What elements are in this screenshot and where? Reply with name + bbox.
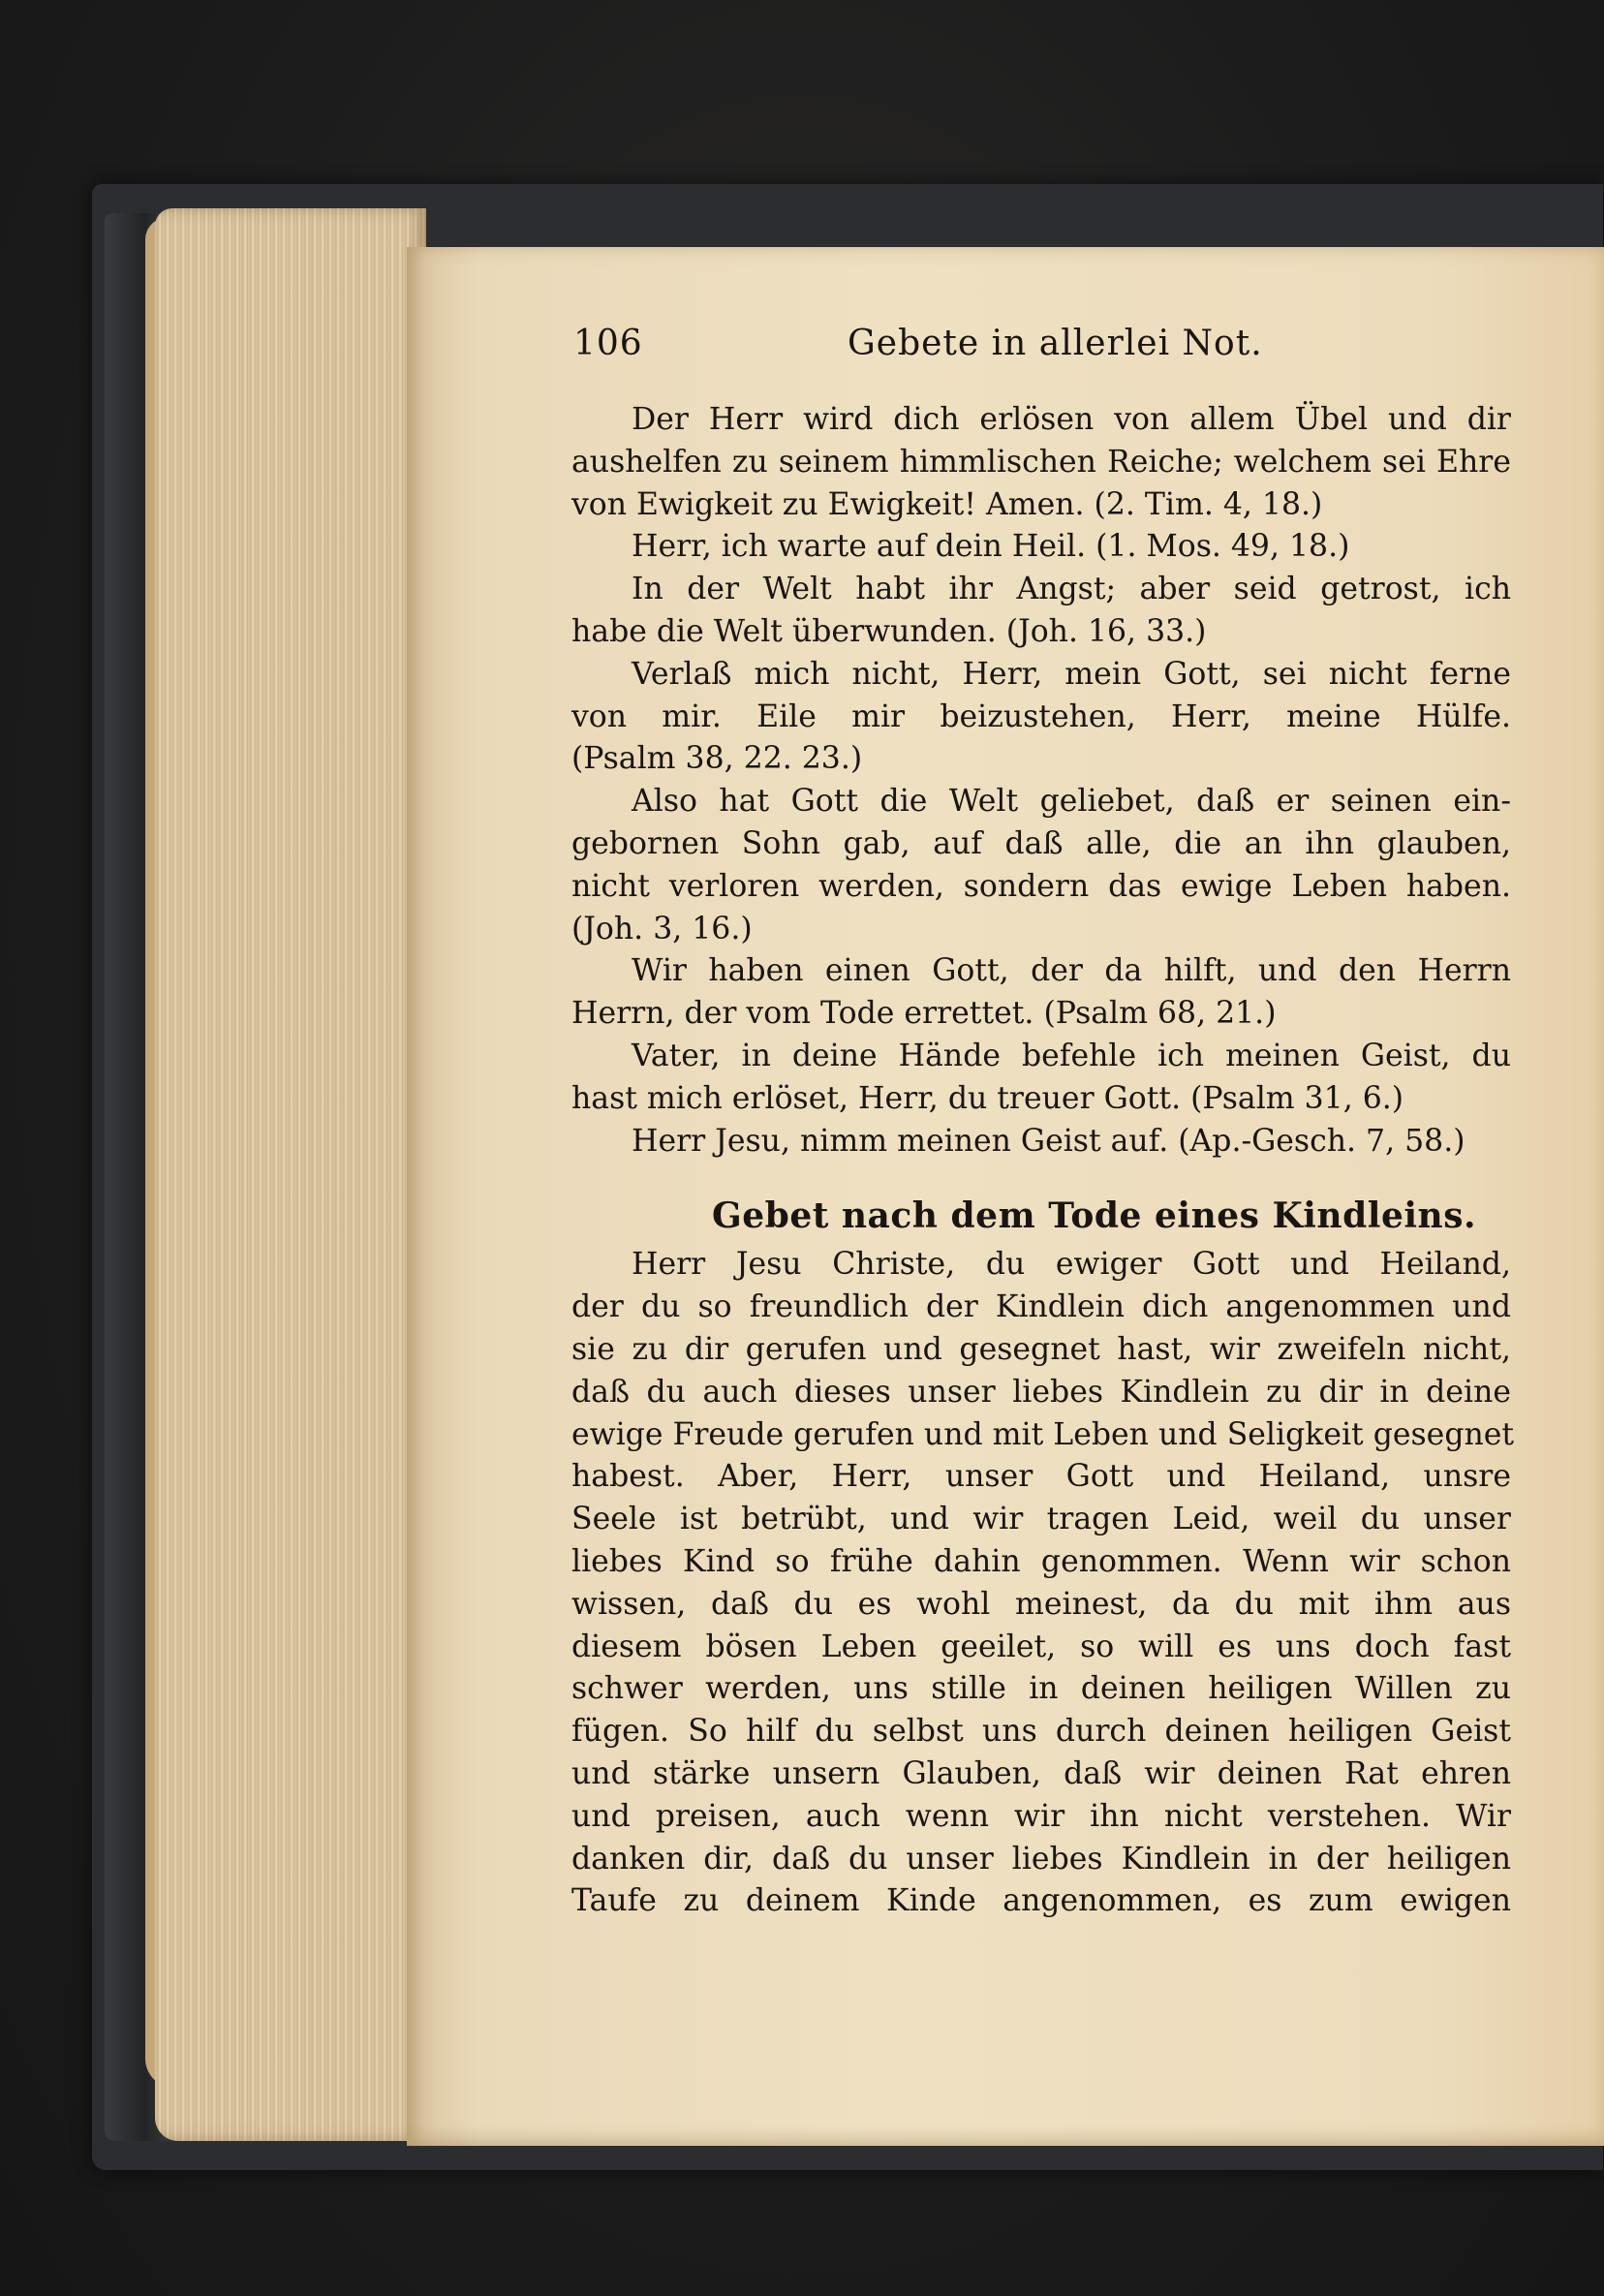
text-line: habest. Aber, Herr, unser Gott und Heiland, unsre [571,1459,1511,1495]
text-line: aushelfen zu seinem himmlischen Reiche; welchem sei Ehre [571,444,1511,480]
text-line: (Psalm 38, 22. 23.) [571,741,863,777]
text-line: Herr Jesu, nimm meinen Geist auf. (Ap.-Gesch. 7, 58.) [632,1123,1465,1159]
page-number: 106 [573,324,643,363]
text-line: Der Herr wird dich erlösen von allem Übel und dir [632,402,1511,437]
section-heading: Gebet nach dem Tode eines Kindleins. [712,1195,1476,1237]
text-line: danken dir, daß du unser liebes Kindlein in der heiligen [571,1841,1511,1877]
text-line: In der Welt habt ihr Angst; aber seid getrost, ich [632,572,1511,607]
text-line: Seele ist betrübt, und wir tragen Leid, weil du unser [571,1502,1511,1537]
text-line: von Ewigkeit zu Ewigkeit! Amen. (2. Tim. 4, 18.) [571,486,1323,522]
prayer-block [571,1244,1515,1923]
text-line: gebornen Sohn gab, auf daß alle, die an ihn glauben, [571,825,1511,861]
text-line: hast mich erlöset, Herr, du treuer Gott. (Psalm 31, 6.) [571,1080,1404,1116]
text-line: Herr, ich warte auf dein Heil. (1. Mos. 49, 18.) [632,529,1350,565]
text-line: wissen, daß du es wohl meinest, da du mit ihm aus [571,1586,1511,1622]
text-line: habe die Welt überwunden. (Joh. 16, 33.) [571,613,1207,649]
text-line: sie zu dir gerufen und gesegnet hast, wir zweifeln nicht, [571,1331,1511,1367]
text-line: Vater, in deine Hände befehle ich meinen Geist, du [632,1038,1511,1073]
text-line: der du so freundlich der Kindlein dich angenommen und [571,1289,1511,1325]
text-line: ewige Freude gerufen und mit Leben und Seligkeit gesegnet [571,1416,1515,1452]
text-line: (Joh. 3, 16.) [571,911,753,946]
text-line: liebes Kind so frühe dahin genommen. Wenn wir schon [571,1543,1511,1579]
text-line: Herrn, der vom Tode errettet. (Psalm 68, 21.) [571,996,1277,1032]
text-line: und preisen, auch wenn wir ihn nicht verstehen. Wir [571,1798,1511,1834]
text-line: Herr Jesu Christe, du ewiger Gott und Heiland, [632,1247,1511,1283]
text-line: von mir. Eile mir beizustehen, Herr, meine Hülfe. [571,698,1511,734]
scripture-block [571,399,1511,1163]
text-line: Wir haben einen Gott, der da hilft, und den Herrn [632,953,1511,989]
text-line: Also hat Gott die Welt geliebet, daß er seinen ein- [632,784,1511,820]
text-line: schwer werden, uns stille in deinen heiligen Willen zu [571,1671,1511,1707]
text-line: fügen. So hilf du selbst uns durch deinen heiligen Geist [571,1714,1511,1750]
text-line: diesem bösen Leben geeilet, so will es uns doch fast [571,1629,1511,1664]
text-line: Verlaß mich nicht, Herr, mein Gott, sei nicht ferne [632,656,1511,692]
page-text [571,320,1515,1923]
text-line: und stärke unsern Glauben, daß wir deinen Rat ehren [571,1755,1511,1791]
text-line: daß du auch dieses unser liebes Kindlein zu dir in deine [571,1374,1511,1410]
page-block-edges [155,208,426,2141]
text-line: Taufe zu deinem Kinde angenommen, es zum ewigen [571,1883,1511,1919]
page-header [571,320,1511,380]
running-title: Gebete in allerlei Not. [848,324,1263,363]
spacer [571,1163,1511,1188]
text-line: nicht verloren werden, sondern das ewige Leben haben. [571,868,1511,904]
